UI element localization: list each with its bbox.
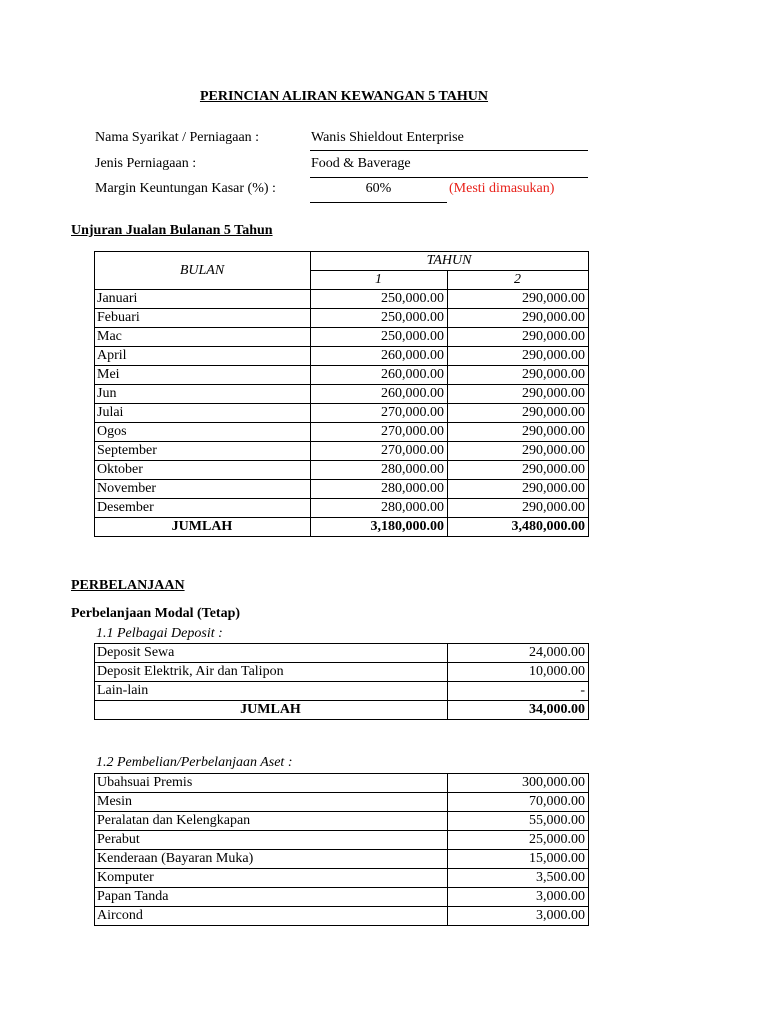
asset-item: Mesin <box>95 793 448 812</box>
table-row <box>95 385 589 404</box>
year-column-header: TAHUN <box>311 252 589 271</box>
asset-amount: 25,000.00 <box>448 831 589 850</box>
year-2-cell: 290,000.00 <box>448 480 589 499</box>
business-type-label: Jenis Perniagaan : <box>95 156 197 171</box>
table-row <box>95 831 589 850</box>
year-2-cell: 290,000.00 <box>448 461 589 480</box>
year-1-cell: 270,000.00 <box>311 423 448 442</box>
deposit-amount: - <box>448 682 589 701</box>
company-label: Nama Syarikat / Perniagaan : <box>95 130 260 145</box>
asset-amount: 15,000.00 <box>448 850 589 869</box>
month-column-header: BULAN <box>95 252 311 290</box>
month-cell: Mei <box>95 366 311 385</box>
table-row <box>95 774 589 793</box>
month-cell: November <box>95 480 311 499</box>
total-label: JUMLAH <box>95 518 311 537</box>
asset-item: Ubahsuai Premis <box>95 774 448 793</box>
month-cell: Desember <box>95 499 311 518</box>
deposit-total-amount: 34,000.00 <box>448 701 589 720</box>
table-row <box>95 442 589 461</box>
capital-expense-heading: Perbelanjaan Modal (Tetap) <box>71 606 241 621</box>
table-row <box>95 850 589 869</box>
table-row <box>95 499 589 518</box>
asset-amount: 3,000.00 <box>448 907 589 926</box>
margin-note: (Mesti dimasukan) <box>449 181 555 196</box>
deposit-item: Deposit Elektrik, Air dan Talipon <box>95 663 448 682</box>
sales-heading: Unjuran Jualan Bulanan 5 Tahun <box>71 223 273 238</box>
table-row <box>95 907 589 926</box>
margin-underline <box>310 202 447 203</box>
margin-value: 60% <box>365 181 392 196</box>
asset-table <box>94 773 589 926</box>
year-1-cell: 250,000.00 <box>311 328 448 347</box>
year-2-cell: 290,000.00 <box>448 290 589 309</box>
table-row <box>95 793 589 812</box>
month-cell: Julai <box>95 404 311 423</box>
table-row <box>95 812 589 831</box>
year-1-cell: 280,000.00 <box>311 461 448 480</box>
year-1-cell: 260,000.00 <box>311 366 448 385</box>
month-cell: Mac <box>95 328 311 347</box>
asset-amount: 55,000.00 <box>448 812 589 831</box>
year-2-cell: 290,000.00 <box>448 442 589 461</box>
asset-amount: 3,000.00 <box>448 888 589 907</box>
deposit-table <box>94 643 589 720</box>
margin-label: Margin Keuntungan Kasar (%) : <box>95 181 276 196</box>
table-row <box>95 366 589 385</box>
deposit-item: Deposit Sewa <box>95 644 448 663</box>
deposit-item: Lain-lain <box>95 682 448 701</box>
business-type-underline <box>310 177 588 178</box>
year-1-cell: 280,000.00 <box>311 499 448 518</box>
table-row <box>95 480 589 499</box>
total-row <box>95 518 589 537</box>
year-1-header: 1 <box>311 271 448 290</box>
table-row <box>95 888 589 907</box>
month-cell: September <box>95 442 311 461</box>
asset-item: Kenderaan (Bayaran Muka) <box>95 850 448 869</box>
table-row <box>95 328 589 347</box>
asset-item: Papan Tanda <box>95 888 448 907</box>
year-1-cell: 260,000.00 <box>311 347 448 366</box>
deposit-amount: 24,000.00 <box>448 644 589 663</box>
asset-amount: 70,000.00 <box>448 793 589 812</box>
sales-table <box>94 251 589 537</box>
table-row <box>95 461 589 480</box>
month-cell: Ogos <box>95 423 311 442</box>
expenses-heading: PERBELANJAAN <box>71 578 185 593</box>
month-cell: Januari <box>95 290 311 309</box>
total-year-2: 3,480,000.00 <box>448 518 589 537</box>
year-2-cell: 290,000.00 <box>448 366 589 385</box>
year-2-cell: 290,000.00 <box>448 385 589 404</box>
business-type-value: Food & Baverage <box>311 156 411 171</box>
year-2-cell: 290,000.00 <box>448 328 589 347</box>
year-1-cell: 250,000.00 <box>311 290 448 309</box>
deposit-amount: 10,000.00 <box>448 663 589 682</box>
asset-item: Perabut <box>95 831 448 850</box>
asset-heading: 1.2 Pembelian/Perbelanjaan Aset : <box>96 755 293 770</box>
month-cell: Febuari <box>95 309 311 328</box>
table-row <box>95 644 589 663</box>
year-2-header: 2 <box>448 271 589 290</box>
year-1-cell: 280,000.00 <box>311 480 448 499</box>
year-2-cell: 290,000.00 <box>448 309 589 328</box>
deposit-heading: 1.1 Pelbagai Deposit : <box>96 626 223 641</box>
month-cell: Oktober <box>95 461 311 480</box>
month-cell: April <box>95 347 311 366</box>
year-2-cell: 290,000.00 <box>448 423 589 442</box>
year-1-cell: 270,000.00 <box>311 404 448 423</box>
year-2-cell: 290,000.00 <box>448 404 589 423</box>
asset-item: Peralatan dan Kelengkapan <box>95 812 448 831</box>
table-row <box>95 663 589 682</box>
asset-amount: 300,000.00 <box>448 774 589 793</box>
table-row <box>95 682 589 701</box>
table-row <box>95 423 589 442</box>
asset-amount: 3,500.00 <box>448 869 589 888</box>
asset-item: Komputer <box>95 869 448 888</box>
total-row <box>95 701 589 720</box>
year-1-cell: 270,000.00 <box>311 442 448 461</box>
year-2-cell: 290,000.00 <box>448 499 589 518</box>
asset-item: Aircond <box>95 907 448 926</box>
table-row <box>95 290 589 309</box>
year-2-cell: 290,000.00 <box>448 347 589 366</box>
table-row <box>95 309 589 328</box>
total-year-1: 3,180,000.00 <box>311 518 448 537</box>
table-row <box>95 404 589 423</box>
company-underline <box>310 150 588 151</box>
year-1-cell: 260,000.00 <box>311 385 448 404</box>
deposit-total-label: JUMLAH <box>95 701 448 720</box>
month-cell: Jun <box>95 385 311 404</box>
year-1-cell: 250,000.00 <box>311 309 448 328</box>
page-title: PERINCIAN ALIRAN KEWANGAN 5 TAHUN <box>199 89 489 104</box>
table-row <box>95 869 589 888</box>
company-value: Wanis Shieldout Enterprise <box>311 130 464 145</box>
table-row <box>95 347 589 366</box>
